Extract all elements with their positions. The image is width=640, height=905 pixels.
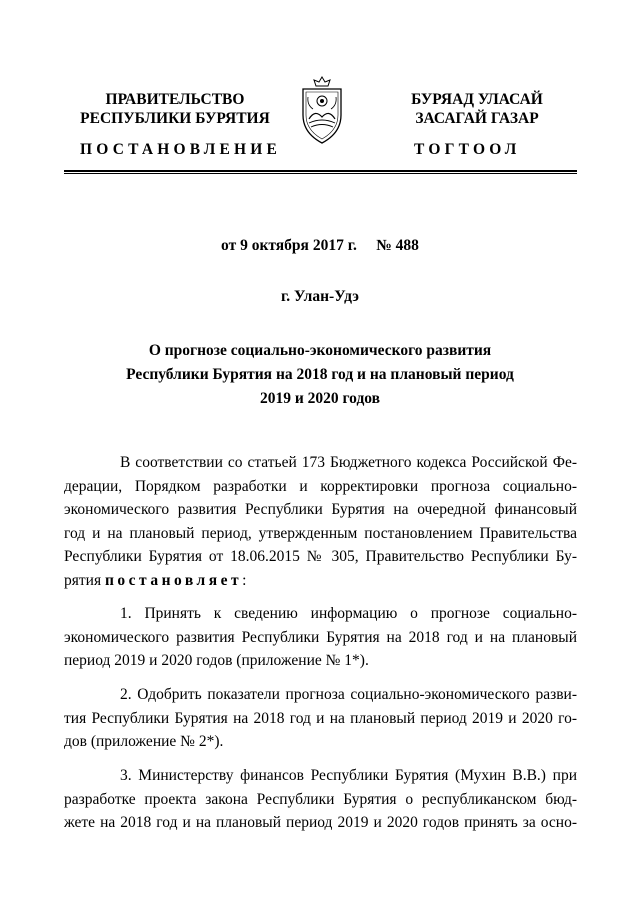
decree-title <box>100 339 540 411</box>
preamble-last-suffix: : <box>242 571 247 589</box>
preamble-line: В соответствии со статьей 173 Бюджетного кодекса Российской Фе- <box>120 454 577 471</box>
preamble-line: дерации, Порядком разработки и корректировки прогноза социально- <box>64 477 577 495</box>
item-3-line: разработке проекта закона Республики Бурятия о республиканском бюд- <box>64 790 577 808</box>
issuer-buryat <box>372 90 582 128</box>
decree-title-line-1: О прогнозе социально-экономического развития <box>148 342 492 359</box>
decree-verb: постановляет <box>104 571 243 589</box>
preamble-line: экономического развития Республики Бурятия на очередной финансовый <box>64 501 577 519</box>
preamble-paragraph <box>64 451 577 593</box>
preamble-last-prefix: рятия <box>64 571 105 589</box>
preamble-line: Республики Бурятия от 18.06.2015 № 305, Правительство Республики Бу- <box>64 548 577 566</box>
decree-title-line-3: 2019 и 2020 годов <box>259 390 381 407</box>
header-divider-thin <box>64 173 577 174</box>
issuer-buryat-line-2: ЗАСАГАЙ ГАЗАР <box>415 110 539 127</box>
item-1-line: экономического развития Республики Бурятия на 2018 год и на плановый <box>64 628 577 646</box>
decree-date-number: от 9 октября 2017 г. № 488 <box>221 237 419 254</box>
item-2-paragraph <box>64 683 577 754</box>
item-2-line: 2. Одобрить показатели прогноза социально-экономического разви- <box>120 686 577 703</box>
item-3-line: жете на 2018 год и на плановый период 2019 и 2020 годов принять за осно- <box>64 814 577 832</box>
preamble-last-line <box>64 569 577 593</box>
item-2-line: тия Республики Бурятия на 2018 год и на плановый период 2019 и 2020 го- <box>64 709 577 727</box>
item-1-line: 1. Принять к сведению информацию о прогнозе социально- <box>120 605 577 622</box>
decree-city: г. Улан-Удэ <box>280 288 359 305</box>
item-1-line: период 2019 и 2020 годов (приложение № 1*). <box>64 652 369 670</box>
item-2-line: дов (приложение № 2*). <box>64 733 224 751</box>
doc-type-russian: ПОСТАНОВЛЕНИЕ <box>80 141 282 158</box>
doc-type-buryat: ТОГТООЛ <box>414 141 521 158</box>
preamble-line: год и на плановый период, утвержденным постановлением Правительства <box>64 524 577 542</box>
issuer-russian-line-1: ПРАВИТЕЛЬСТВО <box>105 91 245 108</box>
item-3-paragraph <box>64 764 577 835</box>
item-1-paragraph <box>64 602 577 673</box>
coat-of-arms-icon <box>297 75 347 147</box>
issuer-buryat-line-1: БУРЯАД УЛАСАЙ <box>411 91 543 108</box>
decree-title-line-2: Республики Бурятия на 2018 год и на плановый период <box>126 366 514 383</box>
header-divider-thick <box>64 170 577 172</box>
issuer-russian-line-2: РЕСПУБЛИКИ БУРЯТИЯ <box>80 110 270 127</box>
issuer-russian <box>60 90 290 128</box>
item-3-line: 3. Министерству финансов Республики Бурятия (Мухин В.В.) при <box>120 767 577 784</box>
